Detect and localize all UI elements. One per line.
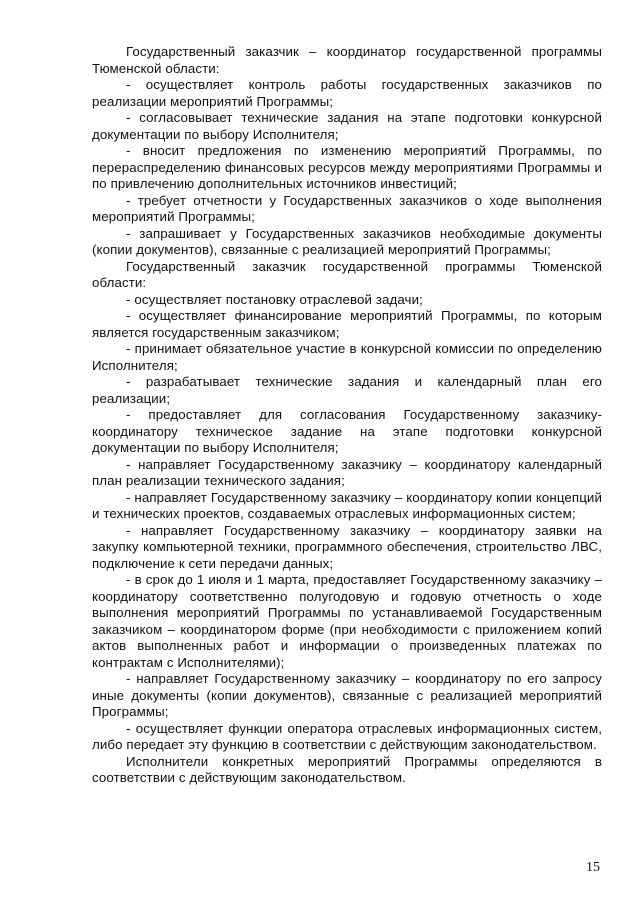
paragraph-item: - направляет Государственному заказчику – координатору по его запросу иные документы (копии документов), связанные с реализацией мероприятий Программы;	[92, 671, 602, 719]
paragraph-item: - вносит предложения по изменению мероприятий Программы, по перераспределению финансовых ресурсов между мероприятиями Программы и по привлечению дополнительных источников инвестиций;	[92, 143, 602, 191]
paragraph-coordinator-heading: Государственный заказчик – координатор государственной программы Тюменской области:	[92, 44, 602, 76]
paragraph-item: - предоставляет для согласования Государственному заказчику-координатору техническое задание на этапе подготовки конкурсной документации по выбору Исполнителя;	[92, 407, 602, 455]
paragraph-item: - в срок до 1 июля и 1 марта, предоставляет Государственному заказчику – координатору соответственно полугодовую и годовую отчетность о ходе выполнения мероприятий Программы по устанавливаемой Государственным заказчиком – координатором форме (при необходимости с приложением копий актов выполненных работ и информации о произведенных платежах по контрактам с Исполнителями);	[92, 572, 602, 670]
paragraph-customer-heading: Государственный заказчик государственной программы Тюменской области:	[92, 258, 602, 290]
paragraph-item: - запрашивает у Государственных заказчиков необходимые документы (копии документов), связанные с реализацией мероприятий Программы;	[92, 225, 602, 257]
paragraph-item: - направляет Государственному заказчику – координатору копии концепций и технических проектов, создаваемых отраслевых информационных систем;	[92, 489, 602, 521]
paragraph-item: - принимает обязательное участие в конкурсной комиссии по определению Исполнителя;	[92, 341, 602, 373]
paragraph-item: - осуществляет контроль работы государственных заказчиков по реализации мероприятий Программы;	[92, 77, 602, 109]
page-number: 15	[586, 860, 600, 875]
paragraph-item: - согласовывает технические задания на этапе подготовки конкурсной документации по выбору Исполнителя;	[92, 110, 602, 142]
paragraph-item: - осуществляет функции оператора отраслевых информационных систем, либо передает эту функцию в соответствии с действующим законодательством.	[92, 720, 602, 752]
paragraph-item: - направляет Государственному заказчику – координатору заявки на закупку компьютерной техники, программного обеспечения, строительство ЛВС, подключение к сети передачи данных;	[92, 522, 602, 571]
paragraph-item: - разрабатывает технические задания и календарный план его реализации;	[92, 374, 602, 406]
paragraph-item: - осуществляет постановку отраслевой задачи;	[126, 291, 423, 307]
paragraph-item: - осуществляет финансирование мероприятий Программы, по которым является государственным заказчиком;	[92, 308, 602, 340]
paragraph-item: - требует отчетности у Государственных заказчиков о ходе выполнения мероприятий Программы;	[92, 192, 602, 224]
paragraph-executors: Исполнители конкретных мероприятий Программы определяются в соответствии с действующим законодательством.	[92, 753, 602, 785]
document-body	[92, 44, 602, 787]
paragraph-item: - направляет Государственному заказчику – координатору календарный план реализации технического задания;	[92, 456, 602, 488]
